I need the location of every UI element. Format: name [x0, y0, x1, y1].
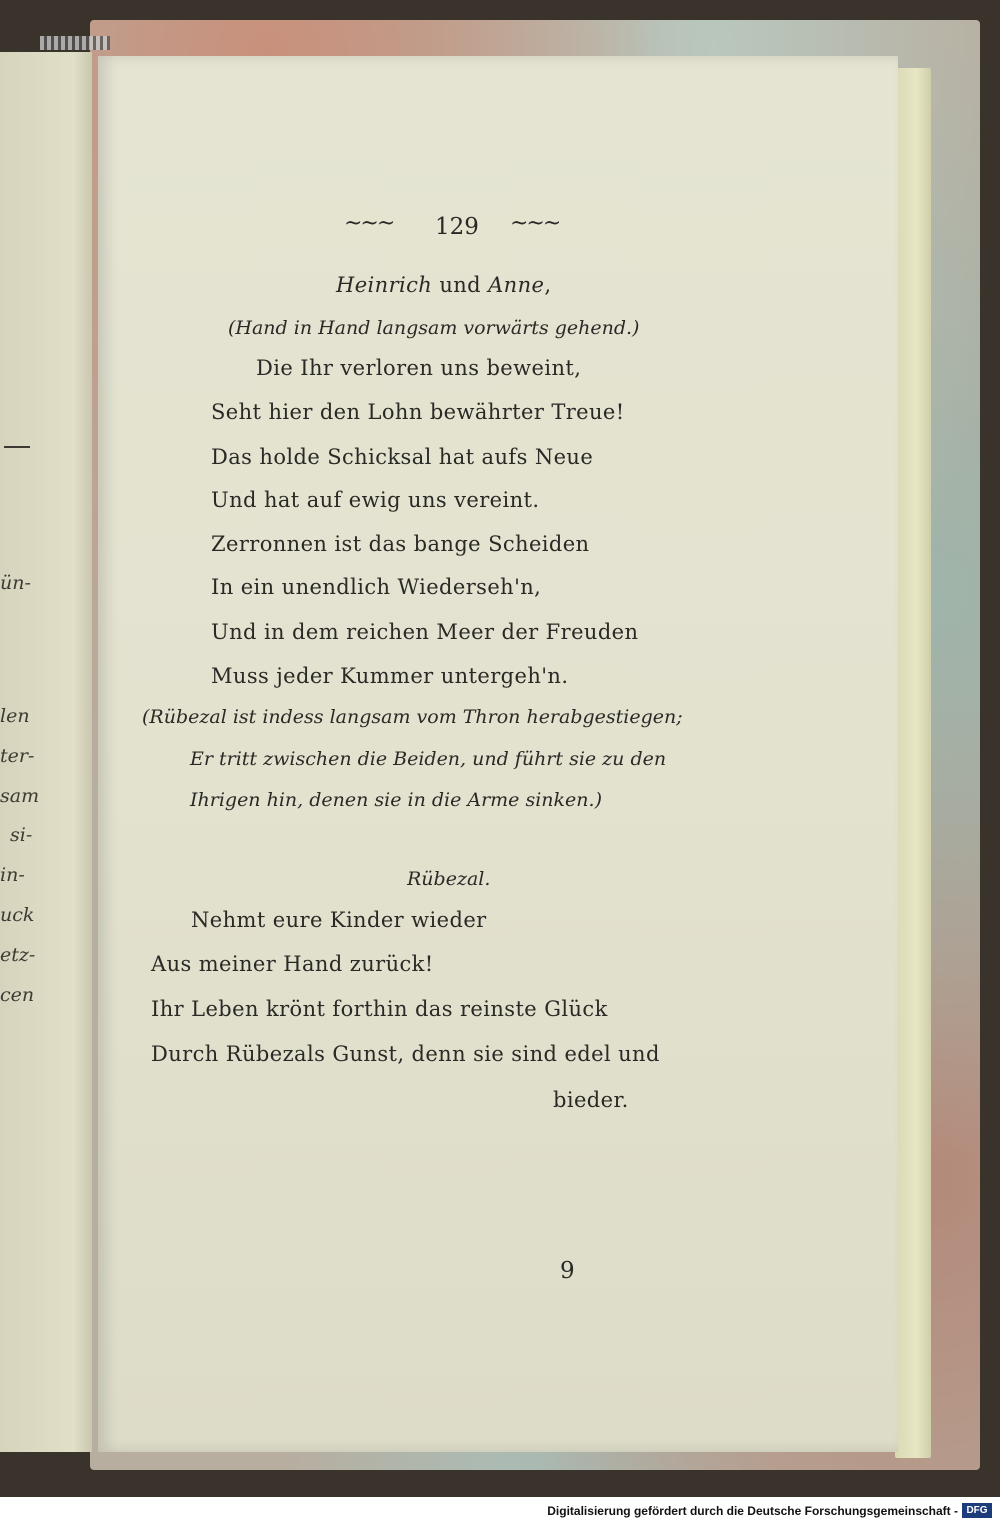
- page-number: 129: [435, 214, 479, 240]
- left-fragment: ter-: [0, 745, 35, 767]
- verse-line: In ein unendlich Wiederseh'n,: [211, 575, 542, 599]
- left-page-rule: [4, 446, 30, 448]
- speaker-name: Anne: [488, 273, 545, 297]
- verse-line: Durch Rübezals Gunst, denn sie sind edel und: [151, 1042, 660, 1066]
- footer-bar: [0, 1497, 1000, 1524]
- speaker-comma: ,: [544, 273, 552, 297]
- verse-line: Ihr Leben krönt forthin das reinste Glück: [151, 997, 608, 1021]
- verse-line: Die Ihr verloren uns beweint,: [256, 356, 582, 380]
- verse-line: Und in dem reichen Meer der Freuden: [211, 620, 639, 644]
- right-page-edge: [895, 68, 931, 1458]
- header-ornament-left: ~~~: [344, 211, 394, 236]
- signature-mark: 9: [560, 1258, 575, 1284]
- verse-line: Seht hier den Lohn bewährter Treue!: [211, 400, 625, 424]
- verse-line: Zerronnen ist das bange Scheiden: [211, 532, 590, 556]
- verse-line: Das holde Schicksal hat aufs Neue: [211, 445, 594, 469]
- dfg-logo: DFG: [962, 1503, 992, 1518]
- binding-thread: [40, 36, 110, 50]
- left-fragment: in-: [0, 864, 25, 886]
- verse-line: Muss jeder Kummer untergeh'n.: [211, 664, 569, 688]
- speaker-conjunction: und: [439, 273, 482, 297]
- header-ornament-right: ~~~: [510, 211, 560, 236]
- left-fragment: uck: [0, 904, 35, 926]
- left-fragment: etz-: [0, 944, 36, 966]
- left-fragment: si-: [10, 824, 33, 846]
- left-page-edge: [0, 52, 92, 1452]
- speaker-heading: Rübezal.: [407, 868, 491, 890]
- left-fragment: ün-: [0, 572, 31, 594]
- stage-direction: (Rübezal ist indess langsam vom Thron herabgestiegen;: [142, 706, 683, 728]
- speaker-name: Heinrich: [336, 273, 433, 297]
- left-fragment: cen: [0, 984, 35, 1006]
- book-page: [98, 56, 898, 1452]
- stage-direction: Ihrigen hin, denen sie in die Arme sinken.): [190, 789, 602, 811]
- left-fragment: len: [0, 705, 30, 727]
- verse-line: Aus meiner Hand zurück!: [151, 952, 434, 976]
- footer-credit: Digitalisierung gefördert durch die Deutsche Forschungsgemeinschaft -: [547, 1504, 958, 1518]
- verse-line: Und hat auf ewig uns vereint.: [211, 488, 540, 512]
- left-fragment: sam: [0, 785, 40, 807]
- verse-line-continuation: bieder.: [553, 1088, 629, 1112]
- stage-direction: Er tritt zwischen die Beiden, und führt sie zu den: [190, 748, 667, 770]
- stage-direction: (Hand in Hand langsam vorwärts gehend.): [228, 317, 640, 339]
- speaker-heading: [336, 273, 551, 297]
- verse-line: Nehmt eure Kinder wieder: [191, 908, 487, 932]
